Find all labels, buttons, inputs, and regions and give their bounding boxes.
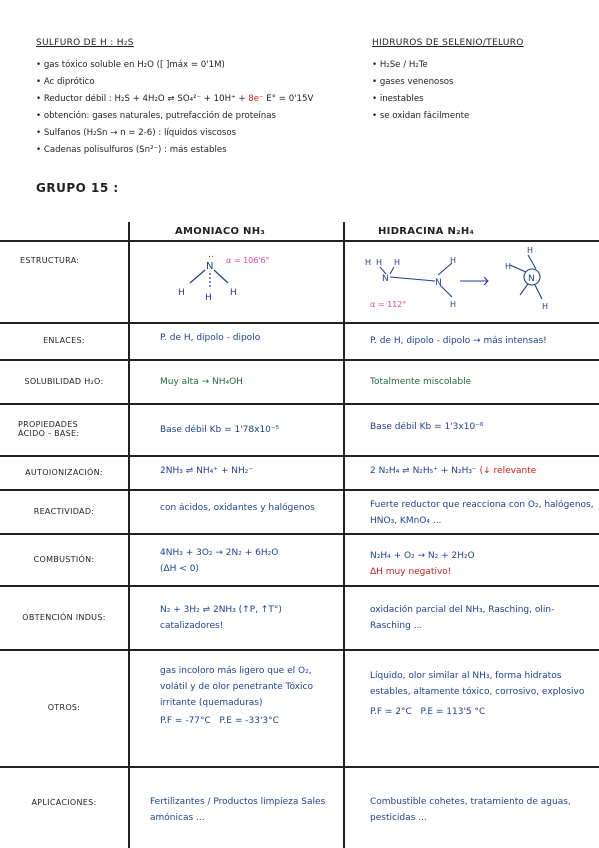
list-item: • Cadenas polisulfuros (Sn²⁻) : más estables xyxy=(36,142,366,159)
list-item: • gases venenosos xyxy=(372,74,572,91)
n2h4-hydrogen: H xyxy=(505,262,512,271)
list-item: • obtención: gases naturales, putrefacción de proteínas xyxy=(36,108,366,125)
n2h4-obtencion: oxidación parcial del NH₃, Rasching, olin-Rasching ... xyxy=(370,605,555,631)
nh3-otros-text: gas incoloro más ligero que el O₂, volátil y de olor penetrante Tóxico irritante (quemaduras) xyxy=(160,666,313,708)
n2h4-enlaces: P. de H, dipolo - dipolo → más intensas! xyxy=(370,336,547,346)
n2h4-hydrogen: H xyxy=(365,258,372,267)
nh3-structure-diagram xyxy=(150,245,300,320)
h2s-heading: SULFURO DE H : H₂S xyxy=(36,38,134,48)
n2h4-hydrogen: H xyxy=(450,300,457,309)
row-label-enlaces: ENLACES: xyxy=(43,336,85,345)
list-item xyxy=(36,91,366,108)
col-header-nh3: AMONIACO NH₃ xyxy=(175,226,266,237)
n2h4-hydrogen: H xyxy=(542,302,549,311)
row-label-autoionizacion: AUTOIONIZACIÓN: xyxy=(25,467,103,477)
n2h4-hydrogen: H xyxy=(450,256,457,265)
nh3-combustion-equation: 4NH₃ + 3O₂ → 2N₂ + 6H₂O xyxy=(160,548,279,558)
row-label-solubilidad: SOLUBILIDAD H₂O: xyxy=(24,376,104,386)
n2h4-otros-text: Líquido, olor similar al NH₃, forma hidratos estables, altamente tóxico, corrosivo, explosivo xyxy=(370,671,585,697)
list-item: • Sulfanos (H₂Sn → n = 2-6) : líquidos viscosos xyxy=(36,125,366,142)
nh3-combustion-enthalpy: (ΔH < 0) xyxy=(160,564,199,574)
nh3-solubilidad: Muy alta → NH₄OH xyxy=(160,377,243,387)
nh3-melting-point: P.F = -77°C xyxy=(160,716,211,726)
column-divider xyxy=(128,222,130,848)
nh3-combustion xyxy=(160,545,338,577)
row-label-estructura: ESTRUCTURA: xyxy=(20,255,80,265)
n2h4-structure-diagram xyxy=(360,245,590,320)
relevance-note: (↓ relevante xyxy=(479,466,537,476)
autoionizacion-equation: 2 N₂H₄ ⇌ N₂H₅⁺ + N₂H₃⁻ xyxy=(370,466,477,476)
row-label-otros: OTROS: xyxy=(47,703,81,712)
nh3-enlaces: P. de H, dipolo - dipolo xyxy=(160,333,261,343)
n2h4-boiling-point: P.E = 113'5 °C xyxy=(420,707,486,717)
nh3-hydrogen: H xyxy=(205,293,212,303)
lone-pair-icon: ‥ xyxy=(208,250,215,260)
nh3-nitrogen: N xyxy=(206,261,214,272)
row-label-aplicaciones: APLICACIONES: xyxy=(31,797,97,807)
n2h4-otros xyxy=(370,668,588,720)
row-label-combustion: COMBUSTIÓN: xyxy=(33,554,95,564)
n2h4-nitrogen: N xyxy=(382,274,389,284)
nh3-hydrogen: H xyxy=(178,288,185,298)
n2h4-solubilidad: Totalmente miscolable xyxy=(370,377,472,387)
n2h4-hydrogen: H xyxy=(376,258,383,267)
n2h4-hydrogen: H xyxy=(527,246,534,255)
nh3-otros-constants xyxy=(160,713,338,729)
n2h4-otros-constants xyxy=(370,704,588,720)
n2h4-combustion xyxy=(370,548,594,580)
row-label-reactividad: REACTIVIDAD: xyxy=(33,506,95,516)
reductor-text: Reductor débil : H₂S + 4H₂O ⇌ SO₄²⁻ + 10H⁺ + xyxy=(43,94,249,104)
list-item: • H₂Se / H₂Te xyxy=(372,57,572,74)
nh3-angle: α = 106'6° xyxy=(226,256,270,265)
h2s-notes xyxy=(36,38,366,159)
nh3-obtencion: N₂ + 3H₂ ⇌ 2NH₃ (↑P, ↑T°) catalizadores! xyxy=(160,605,282,631)
potential-text: E° = 0'15V xyxy=(263,94,314,104)
row-label-acido-base: PROPIEDADES ÁCIDO - BASE: xyxy=(18,420,80,438)
n2h4-hydrogen: H xyxy=(394,258,401,267)
list-item: • gas tóxico soluble en H₂O ([ ]máx = 0'1M) xyxy=(36,57,366,74)
h2s-list xyxy=(36,57,366,159)
n2h4-acido-base: Base débil Kb = 1'3x10⁻⁶ xyxy=(370,422,484,432)
n2h4-melting-point: P.F = 2°C xyxy=(370,707,412,717)
n2h4-reactividad: Fuerte reductor que reacciona con O₂, halógenos, HNO₃, KMnO₄ ... xyxy=(370,500,594,526)
nh3-boiling-point: P.E = -33'3°C xyxy=(219,716,279,726)
row-label-obtencion: OBTENCIÓN INDUS: xyxy=(22,612,106,622)
electrons-text: 8e⁻ xyxy=(248,94,264,104)
list-item: • se oxidan fácilmente xyxy=(372,108,572,125)
nh3-reactividad: con ácidos, oxidantes y halógenos xyxy=(160,503,315,513)
n2h4-combustion-enthalpy: ΔH muy negativo! xyxy=(370,567,452,577)
nh3-hydrogen: H xyxy=(230,288,237,298)
n2h4-aplicaciones: Combustible cohetes, tratamiento de aguas, pesticidas ... xyxy=(370,797,571,823)
hidruros-notes xyxy=(372,38,572,125)
nh3-aplicaciones: Fertilizantes / Productos limpieza Sales amónicas ... xyxy=(150,797,326,823)
n2h4-autoionizacion xyxy=(370,463,594,479)
column-divider xyxy=(343,222,345,848)
group-title: GRUPO 15 : xyxy=(36,181,119,195)
hidruros-list xyxy=(372,57,572,125)
nh3-otros xyxy=(160,663,338,729)
nh3-autoionizacion: 2NH₃ ⇌ NH₄⁺ + NH₂⁻ xyxy=(160,466,254,476)
n2h4-angle: α = 112° xyxy=(370,300,407,309)
list-item: • Ac diprótico xyxy=(36,74,366,91)
n2h4-nitrogen: N xyxy=(435,278,442,288)
nh3-acido-base: Base débil Kb = 1'78x10⁻⁵ xyxy=(160,425,280,435)
hidruros-heading: HIDRUROS DE SELENIO/TELURO xyxy=(372,38,524,48)
n2h4-nitrogen: N xyxy=(528,274,535,284)
n2h4-combustion-equation: N₂H₄ + O₂ → N₂ + 2H₂O xyxy=(370,551,475,561)
list-item: • inestables xyxy=(372,91,572,108)
col-header-n2h4: HIDRACINA N₂H₄ xyxy=(378,226,475,237)
